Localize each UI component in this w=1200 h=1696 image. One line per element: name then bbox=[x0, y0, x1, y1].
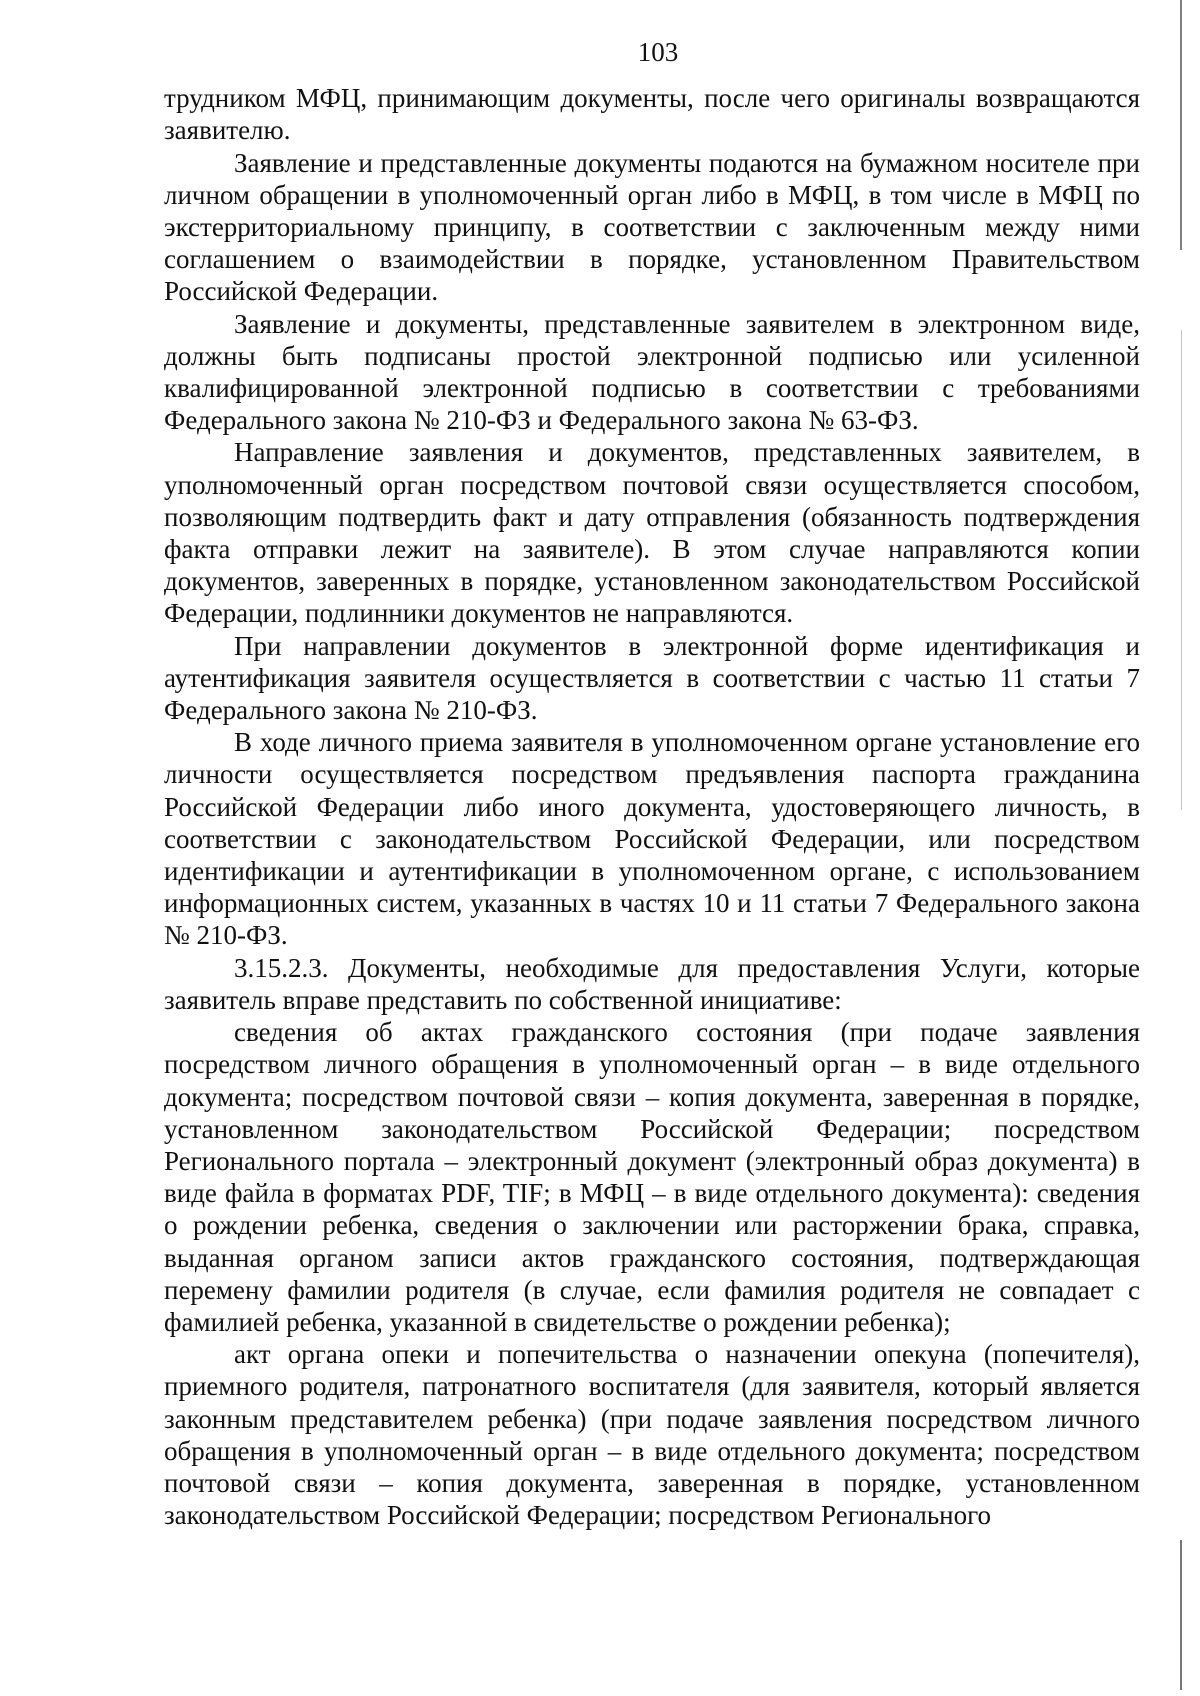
document-page bbox=[164, 36, 1140, 1531]
paragraph-postal-submission: Направление заявления и документов, представленных заявителем, в уполномоченный орган посредством почтовой связи осуществляется способом, позволяющим подтвердить факт и дату отправления (обязанность подтверждения факта отправки лежит на заявителе). В этом случае направляются копии документов, заверенных в порядке, установленном законодательством Российской Федерации, подлинники документов не направляются. bbox=[164, 437, 1140, 629]
paragraph-civil-status-records: сведения об актах гражданского состояния (при подаче заявления посредством личного обращения в уполномоченный орган – в виде отдельного документа; посредством почтовой связи – копия документа, заверенная в порядке, установленном законодательством Российской Федерации; посредством Регионального портала – электронный документ (электронный образ документа) в виде файла в форматах PDF, TIF; в МФЦ – в виде отдельного документа): сведения о рождении ребенка, сведения о заключении или расторжении брака, справка, выданная органом записи актов гражданского состояния, подтверждающая перемену фамилии родителя (в случае, если фамилия родителя не совпадает с фамилией ребенка, указанной в свидетельстве о рождении ребенка); bbox=[164, 1017, 1140, 1337]
paragraph-personal-reception: В ходе личного приема заявителя в уполномоченном органе установление его личности осуществляется посредством предъявления паспорта гражданина Российской Федерации либо иного документа, удостоверяющего личность, в соответствии с законодательством Российской Федерации, или посредством идентификации и аутентификации в уполномоченном органе, с использованием информационных систем, указанных в частях 10 и 11 статьи 7 Федерального закона № 210-ФЗ. bbox=[164, 727, 1140, 951]
scan-edge-artifact-middle bbox=[1181, 330, 1182, 810]
scan-edge-artifact-top bbox=[1180, 0, 1182, 250]
paragraph-electronic-signature: Заявление и документы, представленные заявителем в электронном виде, должны быть подписаны простой электронной подписью или усиленной квалифицированной электронной подписью в соответствии с требованиями Федерального закона № 210-ФЗ и Федерального закона № 63-ФЗ. bbox=[164, 308, 1140, 436]
page-number: 103 bbox=[637, 37, 679, 67]
scan-edge-artifact-bottom bbox=[1180, 1540, 1182, 1690]
paragraph-continuation: трудником МФЦ, принимающим документы, после чего оригиналы возвращаются заявителю. bbox=[164, 83, 1140, 146]
paragraph-guardianship-act: акт органа опеки и попечительства о назначении опекуна (попечителя), приемного родителя, патронатного воспитателя (для заявителя, который является законным представителем ребенка) (при подаче заявления посредством личного обращения в уполномоченный орган – в виде отдельного документа; посредством почтовой связи – копия документа, заверенная в порядке, установленном законодательством Российской Федерации; посредством Регионального bbox=[164, 1339, 1140, 1531]
paragraph-electronic-identification: При направлении документов в электронной форме идентификация и аутентификация заявителя осуществляется в соответствии с частью 11 статьи 7 Федерального закона № 210-ФЗ. bbox=[164, 630, 1140, 726]
paragraph-section-3-15-2-3: 3.15.2.3. Документы, необходимые для предоставления Услуги, которые заявитель вправе представить по собственной инициативе: bbox=[164, 952, 1140, 1015]
paragraph-paper-submission: Заявление и представленные документы подаются на бумажном носителе при личном обращении в уполномоченный орган либо в МФЦ, в том числе в МФЦ по экстерриториальному принципу, в соответствии с заключенным между ними соглашением о взаимодействии в порядке, установленном Правительством Российской Федерации. bbox=[164, 147, 1140, 307]
